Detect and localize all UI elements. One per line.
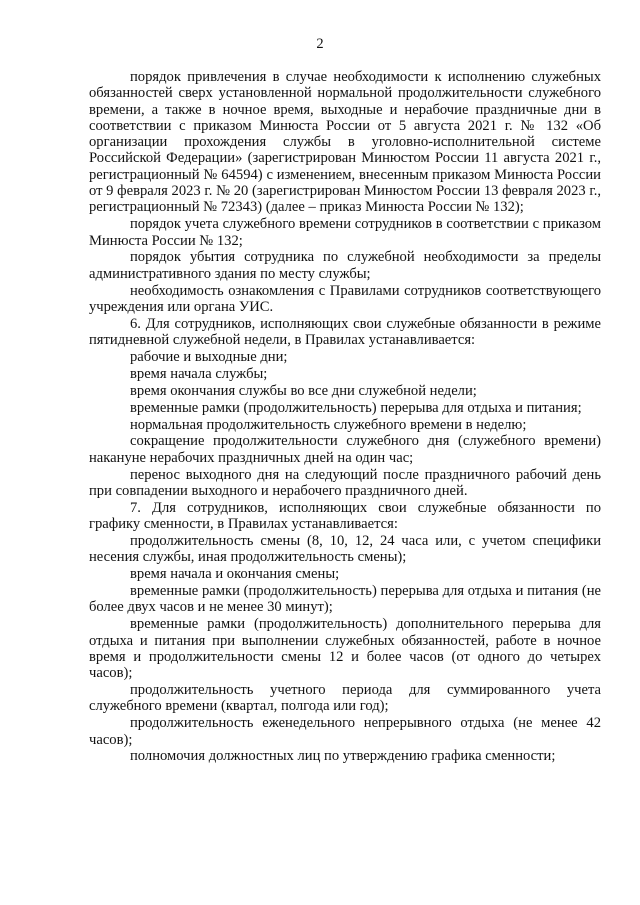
paragraph: временные рамки (продолжительность) перерыва для отдыха и питания; (130, 399, 582, 416)
document-body (89, 69, 601, 765)
paragraph: время начала и окончания смены; (130, 566, 340, 583)
paragraph: продолжительность учетного периода для суммированного учета служебного времени (квартал, полгода или год); (89, 682, 601, 715)
paragraph: порядок учета служебного времени сотрудников в соответствии с приказом Минюста России № 132; (89, 216, 601, 249)
paragraph: временные рамки (продолжительность) дополнительного перерыва для отдыха и питания при выполнении служебных обязанностей, работе в ночное время и продолжительности смены 12 и более часов (от одного до четырех часов); (89, 616, 601, 682)
paragraph: временные рамки (продолжительность) перерыва для отдыха и питания (не более двух часов и не менее 30 минут); (89, 583, 601, 616)
paragraph: перенос выходного дня на следующий после праздничного рабочий день при совпадении выходного и нерабочего праздничного дней. (89, 466, 601, 499)
paragraph: порядок привлечения в случае необходимости к исполнению служебных обязанностей сверх установленной нормальной продолжительности служебного времени, а также в ночное время, выходные и нерабочие праздничные дни в соответствии с приказом Минюста России от 5 августа 2021 г. № 132 «Об организации прохождения службы в уголовно-исполнительной системе Российской Федерации» (зарегистрирован Минюстом России 11 августа 2021 г., регистрационный № 64594) с изменением, внесенным приказом Минюста России от 9 февраля 2023 г. № 20 (зарегистрирован Минюстом России 13 февраля 2023 г., регистрационный № 72343) (далее – приказ Минюста России № 132); (89, 69, 601, 216)
paragraph: время начала службы; (130, 365, 268, 382)
paragraph: полномочия должностных лиц по утверждению графика сменности; (130, 748, 556, 765)
paragraph: нормальная продолжительность служебного времени в неделю; (130, 416, 527, 433)
paragraph: 7. Для сотрудников, исполняющих свои служебные обязанности по графику сменности, в Правилах устанавливается: (89, 499, 601, 533)
paragraph: рабочие и выходные дни; (130, 349, 288, 366)
paragraph: продолжительность смены (8, 10, 12, 24 часа или, с учетом специфики несения службы, иная продолжительность смены); (89, 533, 601, 566)
paragraph: время окончания службы во все дни служебной недели; (130, 382, 477, 399)
paragraph: порядок убытия сотрудника по служебной необходимости за пределы административного здания по месту службы; (89, 249, 601, 282)
paragraph: 6. Для сотрудников, исполняющих свои служебные обязанности в режиме пятидневной служебной недели, в Правилах устанавливается: (89, 315, 601, 349)
page-number: 2 (316, 36, 324, 52)
paragraph: необходимость ознакомления с Правилами сотрудников соответствующего учреждения или органа УИС. (89, 282, 601, 315)
paragraph: продолжительность еженедельного непрерывного отдыха (не менее 42 часов); (89, 715, 601, 748)
paragraph: сокращение продолжительности служебного дня (служебного времени) накануне нерабочих праздничных дней на один час; (89, 433, 601, 466)
